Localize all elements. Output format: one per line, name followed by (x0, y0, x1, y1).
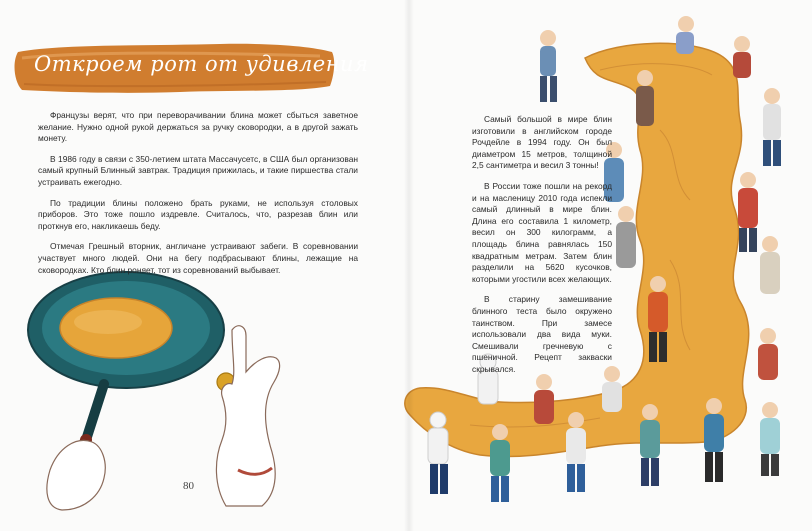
page-number: 80 (183, 480, 194, 492)
left-page-text (38, 110, 358, 285)
right-page-text (472, 114, 612, 384)
paragraph: В старину замешивание блинного теста было окружено таинством. При замесе использовали два вида муки. Смешивали гречневую с пшеничной. Рецепт закваски скрывался. (472, 294, 612, 374)
paragraph: Отмечая Грешный вторник, англичане устраивают забеги. В соревновании участвует много людей. Они на бегу подбрасывают блины, лежащие на сковородках. Кто блин роняет, тот из соревнований выбывает. (38, 241, 358, 275)
paragraph: В России тоже пошли на рекорд и на масленицу 2010 года испекли самый длинный в мире блин. Длина его составила 1 километр, весил он 300 килограмм, а площадь блина равнялась 150 квадратным метрам. Затем блин разделили на 5620 кусочков, которыми угостили всех желающих. (472, 180, 612, 284)
paragraph: По традиции блины положено брать руками, не используя столовых приборов. Это тоже пошло издревле. Считалось, что, разрезав блин или проткнув его, накликаешь беду. (38, 197, 358, 231)
section-title: Откроем рот от удивления (34, 52, 369, 76)
paragraph: Самый большой в мире блин изготовили в английском городе Рочдейле в 1994 году. Он был диаметром 15 метров, толщиной 2,5 сантиметра и весил 3 тонны! (472, 114, 612, 171)
paragraph: В 1986 году в связи с 350-летием штата Массачусетс, в США был организован самый крупный Блинный завтрак. Традиция прижилась, и такие пиршества стали устраивать ежегодно. (38, 153, 358, 187)
paragraph: Французы верят, что при переворачивании блина может сбыться заветное желание. Нужно одной рукой держаться за ручку сковородки, а в другой зажать монету. (38, 110, 358, 144)
